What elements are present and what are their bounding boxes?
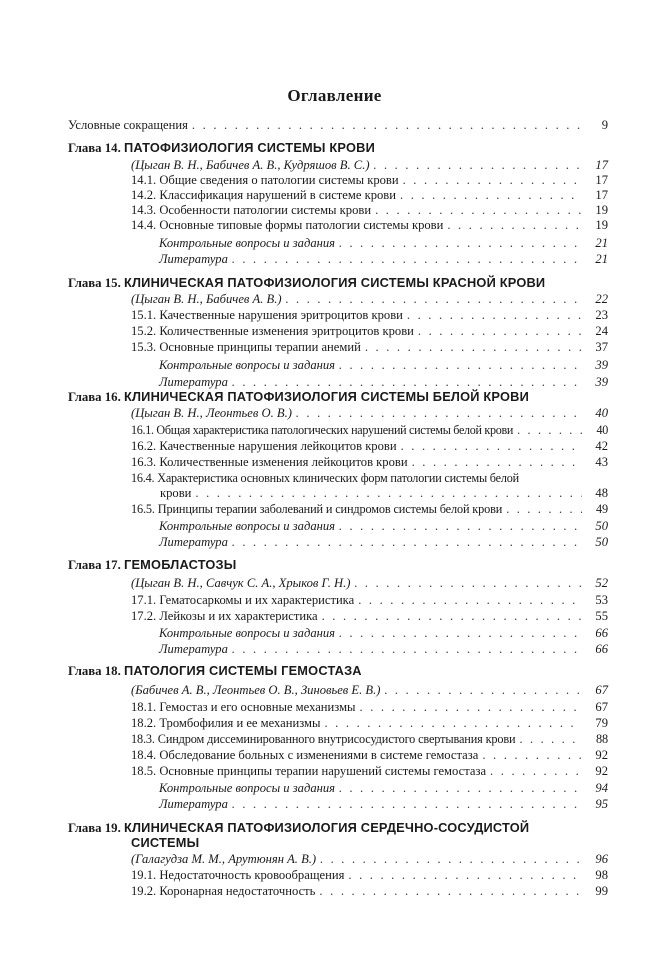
toc-questions: Контрольные вопросы и задания . . . 39 bbox=[159, 358, 608, 373]
toc-entry: 18.3. Синдром диссеминированного внутрисосудистого свертывания крови . . . 88 bbox=[131, 732, 608, 747]
chapter-heading: Глава 16. КЛИНИЧЕСКАЯ ПАТОФИЗИОЛОГИЯ СИСТЕМЫ БЕЛОЙ КРОВИ bbox=[68, 389, 529, 404]
chapter-authors: (Цыган В. Н., Бабичев А. В., Кудряшов В. С.) . . . 17 bbox=[131, 158, 608, 173]
toc-entry: 16.1. Общая характеристика патологических нарушений системы белой крови . . . 40 bbox=[131, 423, 608, 438]
toc-questions: Контрольные вопросы и задания . . . 21 bbox=[159, 236, 608, 251]
toc-entry: 19.2. Коронарная недостаточность . . . 99 bbox=[131, 884, 608, 899]
toc-entry: 17.2. Лейкозы и их характеристика . . . 55 bbox=[131, 609, 608, 624]
toc-questions: Контрольные вопросы и задания . . . 66 bbox=[159, 626, 608, 641]
chapter-heading: Глава 14. ПАТОФИЗИОЛОГИЯ СИСТЕМЫ КРОВИ bbox=[68, 140, 375, 155]
chapter-heading: Глава 17. ГЕМОБЛАСТОЗЫ bbox=[68, 557, 237, 572]
toc-literature: Литература . . . 95 bbox=[159, 797, 608, 812]
chapter-authors: (Цыган В. Н., Савчук С. А., Хрыков Г. Н.) . . . 52 bbox=[131, 576, 608, 591]
toc-entry: 16.5. Принципы терапии заболеваний и синдромов системы белой крови . . . 49 bbox=[131, 502, 608, 517]
toc-entry: 15.1. Качественные нарушения эритроцитов крови . . . 23 bbox=[131, 308, 608, 323]
toc-entry: 15.2. Количественные изменения эритроцитов крови . . . 24 bbox=[131, 324, 608, 339]
toc-literature: Литература . . . 66 bbox=[159, 642, 608, 657]
chapter-authors: (Галагудза М. М., Арутюнян А. В.) . . . 96 bbox=[131, 852, 608, 867]
toc-entry-continuation: крови . . . 48 bbox=[160, 486, 608, 501]
toc-entry: 14.4. Основные типовые формы патологии системы крови . . . 19 bbox=[131, 218, 608, 233]
chapter-authors: (Бабичев А. В., Леонтьев О. В., Зиновьев Е. В.) . . . 67 bbox=[131, 683, 608, 698]
toc-entry: 14.2. Классификация нарушений в системе крови . . . 17 bbox=[131, 188, 608, 203]
chapter-authors: (Цыган В. Н., Бабичев А. В.) . . . 22 bbox=[131, 292, 608, 307]
toc-entry: 18.5. Основные принципы терапии нарушений системы гемостаза . . . 92 bbox=[131, 764, 608, 779]
toc-entry: Условные сокращения . . . 9 bbox=[68, 118, 608, 133]
toc-entry: 14.3. Особенности патологии системы крови . . . 19 bbox=[131, 203, 608, 218]
toc-literature: Литература . . . 21 bbox=[159, 252, 608, 267]
toc-entry: 16.3. Количественные изменения лейкоцитов крови . . . 43 bbox=[131, 455, 608, 470]
toc-literature: Литература . . . 39 bbox=[159, 375, 608, 390]
chapter-heading-continuation: СИСТЕМЫ bbox=[131, 835, 200, 850]
toc-entry: 16.2. Качественные нарушения лейкоцитов крови . . . 42 bbox=[131, 439, 608, 454]
toc-questions: Контрольные вопросы и задания . . . 50 bbox=[159, 519, 608, 534]
toc-entry: 18.2. Тромбофилия и ее механизмы . . . 79 bbox=[131, 716, 608, 731]
toc-entry: 15.3. Основные принципы терапии анемий . . . 37 bbox=[131, 340, 608, 355]
toc-entry: 14.1. Общие сведения о патологии системы крови . . . 17 bbox=[131, 173, 608, 188]
toc-entry: 16.4. Характеристика основных клинических форм патологии системы белой bbox=[131, 471, 519, 485]
page-title: Оглавление bbox=[287, 86, 382, 105]
chapter-heading: Глава 18. ПАТОЛОГИЯ СИСТЕМЫ ГЕМОСТАЗА bbox=[68, 663, 362, 678]
toc-entry: 18.4. Обследование больных с изменениями в системе гемостаза . . . 92 bbox=[131, 748, 608, 763]
chapter-heading: Глава 15. КЛИНИЧЕСКАЯ ПАТОФИЗИОЛОГИЯ СИСТЕМЫ КРАСНОЙ КРОВИ bbox=[68, 275, 546, 290]
toc-entry: 17.1. Гематосаркомы и их характеристика . . . 53 bbox=[131, 593, 608, 608]
toc-literature: Литература . . . 50 bbox=[159, 535, 608, 550]
chapter-authors: (Цыган В. Н., Леонтьев О. В.) . . . 40 bbox=[131, 406, 608, 421]
toc-entry: 19.1. Недостаточность кровообращения . . . 98 bbox=[131, 868, 608, 883]
toc-questions: Контрольные вопросы и задания . . . 94 bbox=[159, 781, 608, 796]
toc-entry: 18.1. Гемостаз и его основные механизмы . . . 67 bbox=[131, 700, 608, 715]
chapter-heading: Глава 19. КЛИНИЧЕСКАЯ ПАТОФИЗИОЛОГИЯ СЕРДЕЧНО-СОСУДИСТОЙ bbox=[68, 820, 530, 835]
